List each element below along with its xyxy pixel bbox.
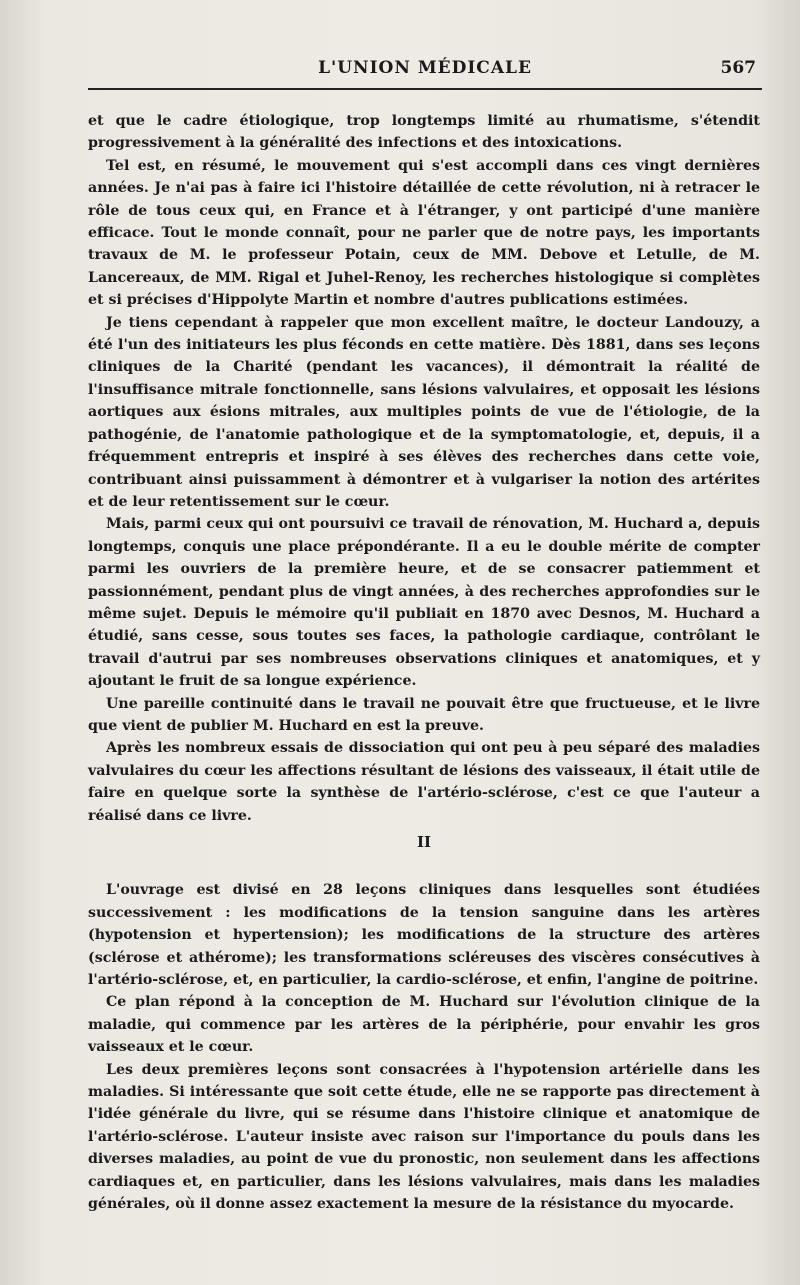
- section-number: II: [416, 833, 432, 851]
- body-text: [88, 110, 760, 1216]
- paragraph: L'ouvrage est divisé en 28 leçons cliniques dans lesquelles sont étudiées successivement : les modifications de la tension sanguine dans les artères (hypotension et hypertension); les modifications de la structure des artères (sclérose et athérome); les transformations scléreuses des viscères consécutives à l'artério-sclérose, et, en particulier, la cardio-sclérose, et enfin, l'angine de poitrine.: [88, 882, 760, 989]
- paragraph: Ce plan répond à la conception de M. Huchard sur l'évolution clinique de la maladie, qui commence par les artères de la périphérie, pour envahir les gros vaisseaux et le cœur.: [88, 994, 760, 1056]
- running-title: L'UNION MÉDICALE: [318, 58, 532, 78]
- page-header: [90, 56, 760, 82]
- paragraph: Une pareille continuité dans le travail ne pouvait être que fructueuse, et le livre que vient de publier M. Huchard en est la preuve.: [88, 695, 760, 734]
- paragraph: Les deux premières leçons sont consacrées à l'hypotension artérielle dans les maladies. Si intéressante que soit cette étude, elle ne se rapporte pas directement à l'idée générale du livre, qui se résume dans l'histoire clinique et anatomique de l'artério-sclérose. L'auteur insiste avec raison sur l'importance du pouls dans les diverses maladies, au point de vue du pronostic, non seulement dans les affections cardiaques et, en particulier, dans les lésions valvulaires, mais dans les maladies générales, où il donne assez exactement la mesure de la résistance du myocarde.: [88, 1061, 760, 1213]
- header-rule: [88, 88, 762, 90]
- paragraph: Je tiens cependant à rappeler que mon excellent maître, le docteur Landouzy, a été l'un des initiateurs les plus féconds en cette matière. Dès 1881, dans ses leçons cliniques de la Charité (pendant les vacances), il démontrait la réalité de l'insuffisance mitrale fonctionnelle, sans lésions valvulaires, et opposait les lésions aortiques aux ésions mitrales, aux multiples points de vue de l'étiologie, de la pathogénie, de l'anatomie pathologique et de la symptomatologie, et, depuis, il a fréquemment entrepris et inspiré à ses élèves des recherches dans cette voie, contribuant ainsi puissamment à démontrer et à vulgariser la notion des artérites et de leur retentissement sur le cœur.: [88, 314, 760, 510]
- paragraph: Après les nombreux essais de dissociation qui ont peu à peu séparé des maladies valvulaires du cœur les affections résultant de lésions des vaisseaux, il était utile de faire en quelque sorte la synthèse de l'artério-sclérose, c'est ce que l'auteur a réalisé dans ce livre.: [88, 740, 760, 824]
- paragraph: et que le cadre étiologique, trop longtemps limité au rhumatisme, s'étendit progressivement à la généralité des infections et des intoxications.: [88, 113, 760, 152]
- paragraph: Mais, parmi ceux qui ont poursuivi ce travail de rénovation, M. Huchard a, depuis longtemps, conquis une place prépondérante. Il a eu le double mérite de compter parmi les ouvriers de la première heure, et de se consacrer patiemment et passionnément, pendant plus de vingt années, à des recherches approfondies sur le même sujet. Depuis le mémoire qu'il publiait en 1870 avec Desnos, M. Huchard a étudié, sans cesse, sous toutes ses faces, la pathologie cardiaque, contrôlant le travail d'autrui par ses nombreuses observations cliniques et anatomiques, et y ajoutant le fruit de sa longue expérience.: [88, 516, 760, 690]
- page-number: 567: [720, 58, 756, 78]
- paragraph: Tel est, en résumé, le mouvement qui s'est accompli dans ces vingt dernières années. Je n'ai pas à faire ici l'histoire détaillée de cette révolution, ni à retracer le rôle de tous ceux qui, en France et à l'étranger, y ont participé d'une manière efficace. Tout le monde connaît, pour ne parler que de notre pays, les importants travaux de M. le professeur Potain, ceux de MM. Debove et Letulle, de M. Lancereaux, de MM. Rigal et Juhel-Renoy, les recherches histologique si complètes et si précises d'Hippolyte Martin et nombre d'autres publications estimées.: [88, 157, 760, 309]
